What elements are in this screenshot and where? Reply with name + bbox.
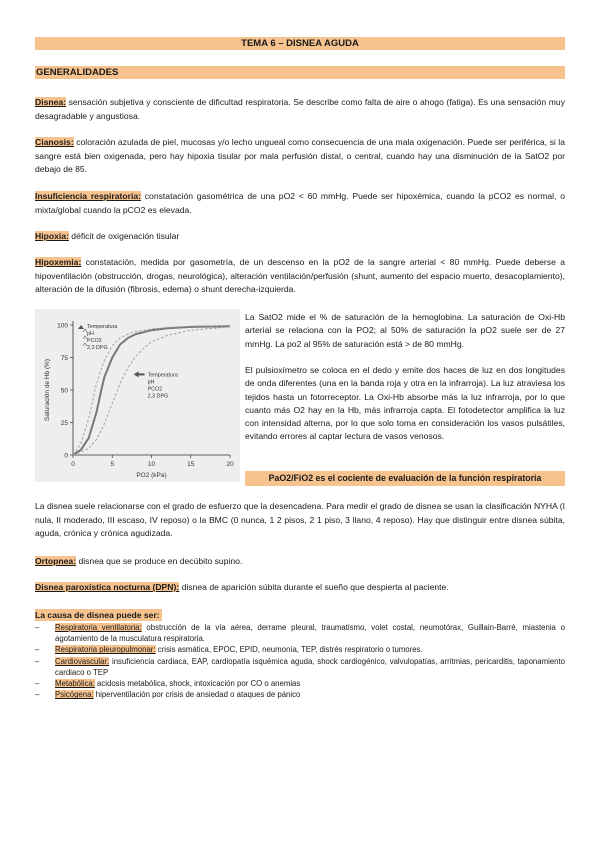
def-hipoxemia [35, 256, 565, 297]
page-title: TEMA 6 – DISNEA AGUDA [35, 37, 565, 50]
def-term: Disnea paroxística nocturna (DPN): [35, 582, 180, 592]
def-term: Cianosis: [35, 137, 74, 147]
cause-text: crisis asmática, EPOC, EPID, neumonía, TEP, distrés respiratorio o tumores. [155, 645, 423, 655]
cause-term: Cardiovascular: [55, 656, 110, 666]
def-term: Hipoxia: [35, 231, 69, 241]
nyha-paragraph: La disnea suele relacionarse con el grado de esfuerzo que la desencadena. Para medir el grado de disnea se usan la clasificación NYHA (I nula, II moderado, III escaso, IV reposo) o la BMC (0 nunca, 1 2 pisos, 2 1 piso, 3 llano, 4 reposo). Hay que distinguir entre disnea súbita, aguda, crónica y crónica agudizada. [35, 501, 565, 538]
cause-term: Psicógena: [55, 690, 94, 700]
annotation-label: pH [87, 331, 94, 337]
def-insuficiencia [35, 190, 565, 217]
def-ortopnea [35, 555, 565, 569]
list-item: – Psicógena: hiperventilación por crisis de ansiedad o ataques de pánico [35, 690, 301, 700]
def-term: Hipoxemia: [35, 257, 82, 267]
y-tick-label: 25 [60, 419, 68, 427]
def-term: Insuficiencia respiratoria: [35, 191, 141, 201]
def-text: sensación subjetiva y consciente de dificultad respiratoria. Se describe como falta de aire o ahogo (fatiga). Es una sensación muy desagradable y angustiosa. [35, 97, 565, 121]
def-term: Disnea: [35, 97, 67, 107]
def-term: Ortopnea: [35, 556, 77, 566]
list-item: – Metabólica: acidosis metabólica, shock, intoxicación por CO o anemias [35, 679, 301, 689]
annotation-label: 2,3 DPG [147, 393, 169, 400]
def-disnea [35, 96, 565, 123]
annotation-label: PCO2 [87, 338, 102, 344]
x-tick-label: 0 [71, 461, 75, 468]
oxyhemoglobin-curve-chart [35, 309, 240, 482]
def-text: constatación, medida por gasometría, de un descenso en la pO2 de la sangre arterial < 80 mmHg. Puede deberse a hipoventilación (obstrucción, drogas, neurológica), alteración ventilación/perfusión (shunt, aumento del espacio muerto, desacoplamiento), alteración de la difusión (fibrosis, edema) o shunt derecha-izquierda. [35, 257, 565, 294]
x-tick-label: 15 [187, 461, 195, 468]
section-heading: GENERALIDADES [35, 66, 565, 79]
list-item: – Cardiovascular: insuficiencia cardiaca, EAP, cardiopatía isquémica aguda, shock cardiogénico, valvulopatías, arritmias, pericarditis, taponamiento cardiaco o TEP [35, 656, 565, 677]
y-tick-label: 0 [64, 452, 68, 460]
x-tick-label: 5 [110, 461, 115, 468]
cause-text: insuficiencia cardiaca, EAP, cardiopatía isquémica aguda, shock cardiogénico, valvulopatías, arritmias, pericarditis, taponamiento cardiaco o TEP [55, 656, 565, 677]
cause-text: hiperventilación por crisis de ansiedad o ataques de pánico [93, 690, 301, 700]
def-text: disnea que se produce en decúbito supino. [76, 556, 243, 566]
y-tick-label: 100 [57, 322, 68, 330]
list-item: – Respiratoria pleuropulmonar: crisis asmática, EPOC, EPID, neumonía, TEP, distrés respiratorio o tumores. [35, 645, 423, 655]
x-tick-label: 20 [226, 461, 234, 468]
cause-term: Respiratoria ventilatoria: [55, 623, 142, 632]
annotation-label: 2,3 DPG [87, 345, 108, 351]
cause-term: Metabólica: [55, 679, 95, 689]
y-axis-label: Saturación de Hb (%) [44, 358, 51, 422]
cause-text: acidosis metabólica, shock, intoxicación por CO o anemias [94, 679, 301, 689]
list-item: – Respiratoria ventilatoria: obstrucción de la vía aérea, derrame pleural, traumatismo, volet costal, neumotórax, Guillain-Barré, miastenia o agotamiento de la musculatura respiratoria. [35, 623, 565, 644]
def-text: coloración azulada de piel, mucosas y/o lecho ungueal como consecuencia de una mala oxigenación. Puede ser periférica, si la sangre está bien oxigenada, pero hay hipoxia tisular por mala perfusión distal, o central, cuando hay una disminución de la SatO2 por debajo de 85. [35, 137, 565, 174]
def-cianosis [35, 136, 565, 177]
causes-list [35, 622, 565, 700]
satO2-paragraph: La SatO2 mide el % de saturación de la hemoglobina. La saturación de Oxi-Hb arterial se relaciona con la PO2; al 50% de saturación la pO2 suele ser de 27 mmHg. La po2 al 95% de saturación está > de 80 mmHg. [245, 312, 565, 349]
def-hipoxia [35, 230, 565, 244]
annotation-label: Temperatura [147, 372, 178, 379]
cause-term: Respiratoria pleuropulmonar: [55, 645, 156, 655]
y-tick-label: 50 [60, 387, 68, 395]
x-tick-label: 10 [147, 461, 156, 468]
pulsioximetro-paragraph: El pulsioxímetro se coloca en el dedo y emite dos haces de luz en dos longitudes de onda diferentes (una en la banda roja y otra en la infrarroja). La luz atraviesa los tejidos hasta un fotorreceptor. La Oxi-Hb absorbe más la luz infrarroja, por lo que cuanto más O2 hay en la Hb, más infrarroja capta. El fotodetector amplifica la luz con intensidad alterna, por lo que solo toma en consideración los vasos pulsátiles, evitando errores al captar lectura de vasos venosos. [245, 365, 565, 442]
x-axis-label: PO2 (kPa) [136, 472, 167, 479]
y-tick-label: 75 [60, 354, 68, 362]
pafi-highlight: PaO2/FiO2 es el cociente de evaluación de la función respiratoria [245, 471, 565, 486]
causes-heading: La causa de disnea puede ser: [35, 610, 160, 620]
def-text: disnea de aparición súbita durante el sueño que despierta al paciente. [179, 582, 449, 592]
def-dpn [35, 581, 565, 595]
def-text: constatación gasométrica de una pO2 < 60 mmHg. Puede ser hipoxémica, cuando la pCO2 es normal, o mixta/global cuando la pCO2 es elevada. [35, 191, 566, 215]
annotation-label: PCO2 [147, 386, 163, 393]
annotation-label: pH [147, 379, 155, 386]
def-text: déficit de oxigenación tisular [68, 231, 180, 241]
cause-text: obstrucción de la vía aérea, derrame pleural, traumatismo, volet costal, neumotórax, Guillain-Barré, miastenia o agotamiento de la musculatura respiratoria. [55, 623, 565, 644]
annotation-label: Temperatura [87, 324, 118, 330]
